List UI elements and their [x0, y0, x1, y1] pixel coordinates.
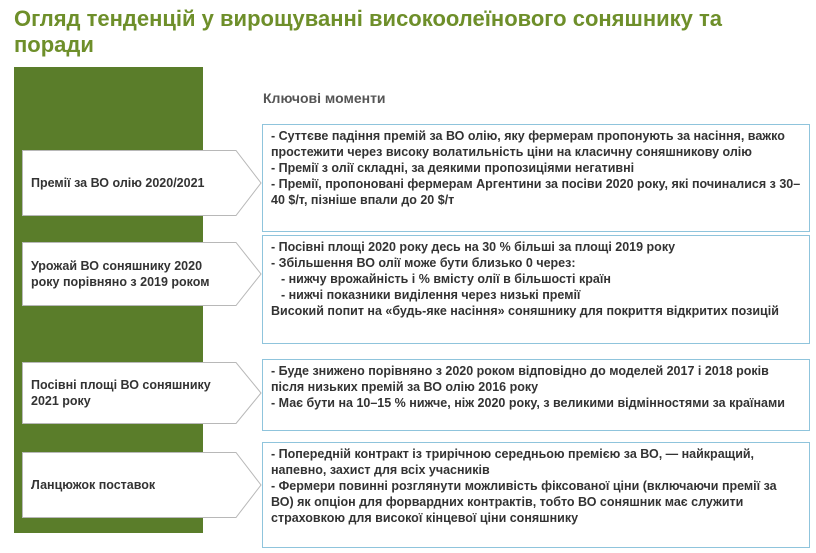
content-box-areas: [262, 359, 810, 431]
bullet-line: Високий попит на «будь-яке насіння» соняшнику для покриття відкритих позицій: [271, 304, 779, 318]
sub-bullet-line: - нижчі показники виділення через низькі премії: [281, 288, 581, 302]
bullet-line: - Має бути на 10–15 % нижче, ніж 2020 року, з великими відмінностями за країнами: [271, 396, 785, 410]
bullet-line: - Премії, пропоновані фермерам Аргентини за посіви 2020 року, які починалися з 30–40 $/т, пізніше впали до 20 $/т: [271, 177, 801, 207]
key-points-heading: Ключові моменти: [263, 90, 386, 106]
bullet-line: - Збільшення ВО олії може бути близько 0 через:: [271, 256, 576, 270]
row-label-areas: [22, 362, 262, 424]
bullet-line: - Буде знижено порівняно з 2020 роком відповідно до моделей 2017 і 2018 років після низьких премій за ВО олію 2016 року: [271, 364, 769, 394]
row-label-text: Премії за ВО олію 2020/2021: [31, 176, 205, 190]
page-title: Огляд тенденцій у вирощуванні високоолеїнового соняшнику та поради: [14, 6, 723, 57]
row-label-premiums: [22, 150, 262, 216]
bullet-line: - Попередній контракт із трирічною середньою премією за ВО, — найкращий, напевно, захист для всіх учасників: [271, 447, 755, 477]
row-label-text: Посівні площі ВО соняшнику 2021 року: [31, 378, 211, 408]
bullet-line: - Посівні площі 2020 року десь на 30 % більші за площі 2019 року: [271, 240, 676, 254]
bullet-line: - Суттєве падіння премій за ВО олію, яку фермерам пропонують за насіння, важко простежити через високу волатильність ціни на класичну соняшникову олію: [271, 129, 785, 159]
row-label-supply-chain: [22, 452, 262, 518]
row-label-harvest: [22, 242, 262, 306]
content-box-premiums: [262, 124, 810, 232]
row-label-text: Урожай ВО соняшнику 2020 року порівняно з 2019 роком: [31, 259, 210, 289]
bullet-line: - Фермери повинні розглянути можливість фіксованої ціни (включаючи премії за ВО) як опціон для форвардних контрактів, тобто ВО соняшник має служити страховкою для високої кінцевої ціни соняшнику: [271, 479, 777, 525]
content-box-harvest: [262, 235, 810, 344]
content-box-supply-chain: [262, 442, 810, 548]
sub-bullet-line: - нижчу врожайність і % вмісту олії в більшості країн: [281, 272, 611, 286]
bullet-line: - Премії з олії складні, за деякими пропозиціями негативні: [271, 161, 635, 175]
row-label-text: Ланцюжок поставок: [31, 478, 156, 492]
